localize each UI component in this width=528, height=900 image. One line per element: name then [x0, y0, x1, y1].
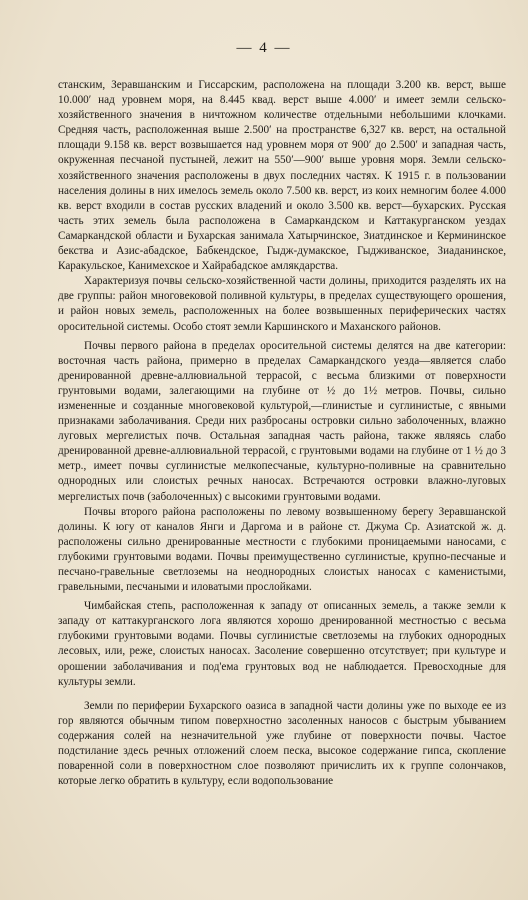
paragraph-5: Чимбайская степь, расположенная к западу от описанных земель, а также земли к западу от каттакурганского лога являются хорошо дренированной местностью с весьма глубокими грунтовыми водами. Почвы суглинистые светлоземы на глубоких однородных лесовых, или, реже, слоистых наносах. Засоление совершенно отсутствует; при культуре и орошении заболачивания и под'ема грунтовых вод не наблюдается. Превосходные для культуры земли.: [58, 600, 506, 688]
page-number: — 4 —: [236, 40, 292, 56]
paragraph-4: Почвы второго района расположены по левому возвышенному берегу Зеравшанской долины. К югу от каналов Янги и Даргома и в районе ст. Джума Ср. Азиатской ж. д. расположены сильно дренированные местности с глубокими проницаемыми наносами, с глубокими грунтовыми водами. Почвы преимущественно суглинистые, крупно-песчаные и песчано-гравельные светлоземы на неоднородных слоистых наносах с каменистыми, гравельными, песчаными и иловатыми прослойками.: [58, 505, 506, 594]
body-text: [58, 78, 506, 789]
paragraph-3: Почвы первого района в пределах оросительной системы делятся на две категории: восточная часть района, примерно в пределах Самаркандского уезда—является слабо дренированной древне-аллювиальной террасой, с весьма близкими от поверхности грунтовыми водами, залегающими на глубине от ½ до 1½ метров. Почвы, сильно измененные и созданные многовековой культурой,—глинистые и суглинистые, с явными признаками заболачивания. Среди них разбросаны островки сильно заболоченных, влажно луговых мергелистых почв. Остальная западная часть района, также являясь слабо дренированной древне-аллювиальной террасой, с грунтовыми водами на глубине от 1 ½ до 3 метр., имеет почвы суглинистые мелкопесчаные, культурно-поливные на сравнительно однородных или слоистых речных наносах. Встречаются островки влажно-луговых мергелистых почв (заболоченных) с высокими грунтовыми водами.: [58, 339, 506, 503]
paragraph-2: Характеризуя почвы сельско-хозяйственной части долины, приходится разделять их на две группы: район многовековой поливной культуры, в пределах существующего орошения, и район новых земель, расположенных на более возвышенных периферических частях оросительной системы. Особо стоят земли Каршинского и Маханского районов.: [58, 275, 506, 333]
paragraph-1: станским, Зеравшанским и Гиссарским, расположена на площади 3.200 кв. верст, выше 10.000′ над уровнем моря, на 8.445 квад. верст выше 4.000′ и имеет земли сельско-хозяйственного значения в ничтожном количестве отдельными небольшими клочками. Средняя часть, расположенная выше 2.500′ на пространстве 6,327 кв. верст, на остальной площади 9.158 кв. верст возвышается над уровнем моря от 900′ до 2.500′ и западная часть, окруженная песчаной пустыней, лежит на 550′—900′ выше уровня моря. Земли сельско-хозяйственного значения расположены в двух последних частях. К 1915 г. в пользовании населения долины в них имелось земель около 7.500 кв. верст, из коих немногим более 4.000 кв. верст входили в состав русских владений и около 3.500 кв. верст—бухарских. Русская часть этих земель была расположена в Самаркандском и Каттакурганском уездах Самаркандской области и Бухарская занимала Хатырчинское, Зиатдинское и Кермининское бекства и Азис-абадское, Бабкендское, Гыдж-думакское, Гыдживанское, Зиаданинское, Каракульское, Канимехское и Хайрабадское амлякдарства.: [58, 79, 506, 273]
paragraph-6: Земли по периферии Бухарского оазиса в западной части долины уже по выходе ее из гор являются обычным типом поверхностно засоленных наносов с быстрым убыванием содержания солей на незначительной уже глубине от поверхности почвы. Частое подстилание здесь речных отложений слоем песка, высокое содержание гипса, скопление поваренной соли в поверхностном слое позволяют причислить их к группе солончаков, которые легко обратить в культуру, если водопользование: [58, 699, 506, 788]
